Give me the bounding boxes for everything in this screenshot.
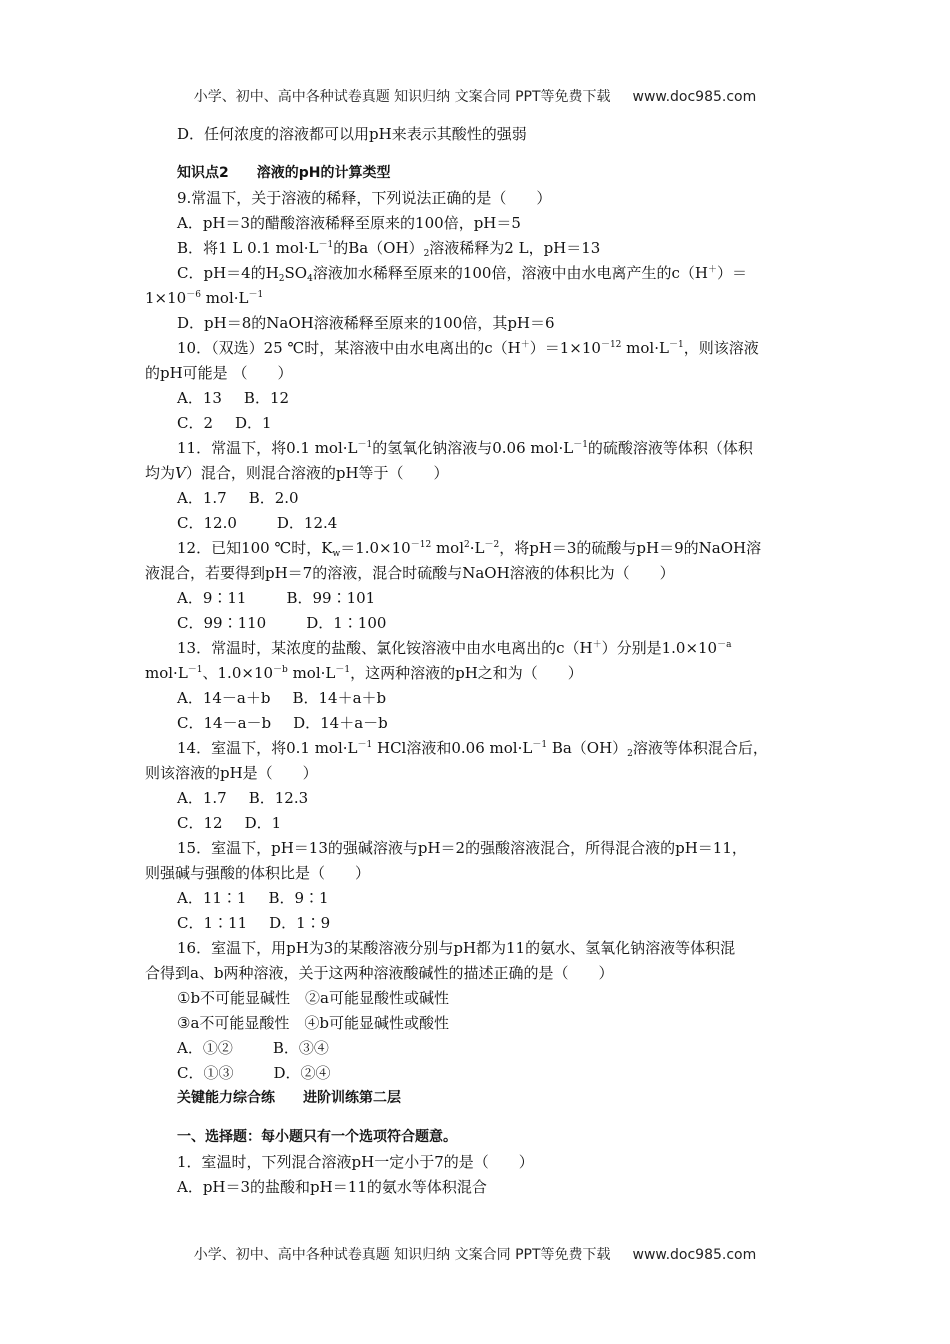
question-9: 9.常温下，关于溶液的稀释，下列说法正确的是（ ） — [177, 189, 552, 207]
question-11-options-ab: A．1.7 B．2.0 — [177, 489, 299, 507]
header-text: 小学、初中、高中各种试卷真题 知识归纳 文案合同 PPT等免费下载 — [193, 89, 611, 105]
question-10-options-ab: A．13 B．12 — [177, 389, 290, 407]
prev-option-d: D．任何浓度的溶液都可以用pH来表示其酸性的强弱 — [177, 125, 527, 143]
question-16: 16．室温下，用pH为3的某酸溶液分别与pH都为11的氨水、氢氧化钠溶液等体积混 — [177, 939, 736, 957]
question-15-cont: 则强碱与强酸的体积比是（ ） — [145, 864, 371, 882]
question-15-options-cd: C．1∶11 D．1∶9 — [177, 914, 331, 932]
question-16-options-ab: A．①② B．③④ — [177, 1039, 329, 1057]
question-10-cont: 的pH可能是 （ ） — [145, 364, 293, 382]
question-14: 14．室温下，将0.1 $mol\cdot L^{-1}$ HCl溶液和0.06 $mol\cdot L^{-1}$ $Ba(OH)_2$溶液等体积混合后， — [177, 739, 768, 759]
question-13-cont: $mol\cdot L^{-1}$、$1.0\times 10^{-b}$ $mol\cdot L^{-1}$，这两种溶液的pH之和为（ ） — [145, 664, 583, 682]
footer-text: 小学、初中、高中各种试卷真题 知识归纳 文案合同 PPT等免费下载 — [193, 1247, 611, 1263]
question-9-option-b: B．将1 L 0.1 $mol\cdot L^{-1}$的$Ba(OH)_2$溶液稀释为2 L，pH＝13 — [177, 239, 601, 259]
question-12-cont: 液混合，若要得到pH＝7的溶液，混合时硫酸与NaOH溶液的体积比为（ ） — [145, 564, 675, 582]
document-body — [145, 122, 810, 1200]
question-9-option-c: C．pH＝4的$H_2SO_4$溶液加水稀释至原来的100倍，溶液中由水电离产生的c（H＋）＝ — [177, 264, 747, 284]
question-10-options-cd: C．2 D．1 — [177, 414, 272, 432]
question-11: 11．常温下，将0.1 $mol\cdot L^{-1}$的氢氧化钠溶液与0.06 $mol\cdot L^{-1}$的硫酸溶液等体积（体积 — [177, 439, 753, 457]
question-13-options-cd: C．14－a－b D．14＋a－b — [177, 714, 388, 732]
question-13: 13．常温时，某浓度的盐酸、氯化铵溶液中由水电离出的c（H＋）分别是$1.0\times 10^{-a}$ — [177, 639, 732, 657]
question-13-options-ab: A．14－a＋b B．14＋a＋b — [177, 689, 387, 707]
question-10: 10．（双选）25 ℃时，某溶液中由水电离出的$c(H^+)=1\times 10^{-12}$ $mol\cdot L^{-1}$，则该溶液 — [177, 339, 759, 357]
question-9-option-a: A．pH＝3的醋酸溶液稀释至原来的100倍，pH＝5 — [177, 214, 521, 232]
header-site: www.doc985.com — [632, 89, 757, 105]
new-question-1-option-a: A．pH＝3的盐酸和pH＝11的氨水等体积混合 — [177, 1178, 487, 1196]
question-9-option-c-cont: $1\times 10^{-6}$ $mol\cdot L^{-1}$ — [145, 289, 264, 307]
question-9-option-d: D．pH＝8的NaOH溶液稀释至原来的100倍，其pH＝6 — [177, 314, 555, 332]
question-16-cont: 合得到a、b两种溶液，关于这两种溶液酸碱性的描述正确的是（ ） — [145, 964, 614, 982]
question-16-statements-2: ③a不可能显酸性 ④b可能显碱性或酸性 — [177, 1014, 449, 1032]
question-16-statements-1: ①b不可能显碱性 ②a可能显酸性或碱性 — [177, 989, 449, 1007]
knowledge-point-2-heading: 知识点2 溶液的pH的计算类型 — [177, 165, 391, 181]
page-header — [0, 86, 950, 106]
question-14-cont: 则该溶液的pH是（ ） — [145, 764, 318, 782]
question-15-options-ab: A．11∶1 B．9∶1 — [177, 889, 329, 907]
question-14-options-ab: A．1.7 B．12.3 — [177, 789, 309, 807]
question-11-options-cd: C．12.0 D．12.4 — [177, 514, 338, 532]
question-14-options-cd: C．12 D．1 — [177, 814, 282, 832]
page-footer — [0, 1244, 950, 1264]
part-1-heading: 一、选择题：每小题只有一个选项符合题意。 — [177, 1129, 457, 1145]
question-12-options-ab: A．9∶11 B．99∶101 — [177, 589, 376, 607]
question-12-options-cd: C．99∶110 D．1∶100 — [177, 614, 387, 632]
question-15: 15．室温下，pH＝13的强碱溶液与pH＝2的强酸溶液混合，所得混合液的pH＝11， — [177, 839, 747, 857]
question-11-cont: 均为V）混合，则混合溶液的pH等于（ ） — [145, 464, 449, 482]
question-16-options-cd: C．①③ D．②④ — [177, 1064, 331, 1082]
footer-site: www.doc985.com — [632, 1247, 757, 1263]
section-2-heading: 关键能力综合练 进阶训练第二层 — [177, 1090, 401, 1106]
question-12: 12．已知100 ℃时，$K_w=1.0\times 10^{-12}$ $mol^2\cdot L^{-2}$，将pH＝3的硫酸与pH＝9的NaOH溶 — [177, 539, 762, 559]
new-question-1: 1．室温时，下列混合溶液pH一定小于7的是（ ） — [177, 1153, 534, 1171]
